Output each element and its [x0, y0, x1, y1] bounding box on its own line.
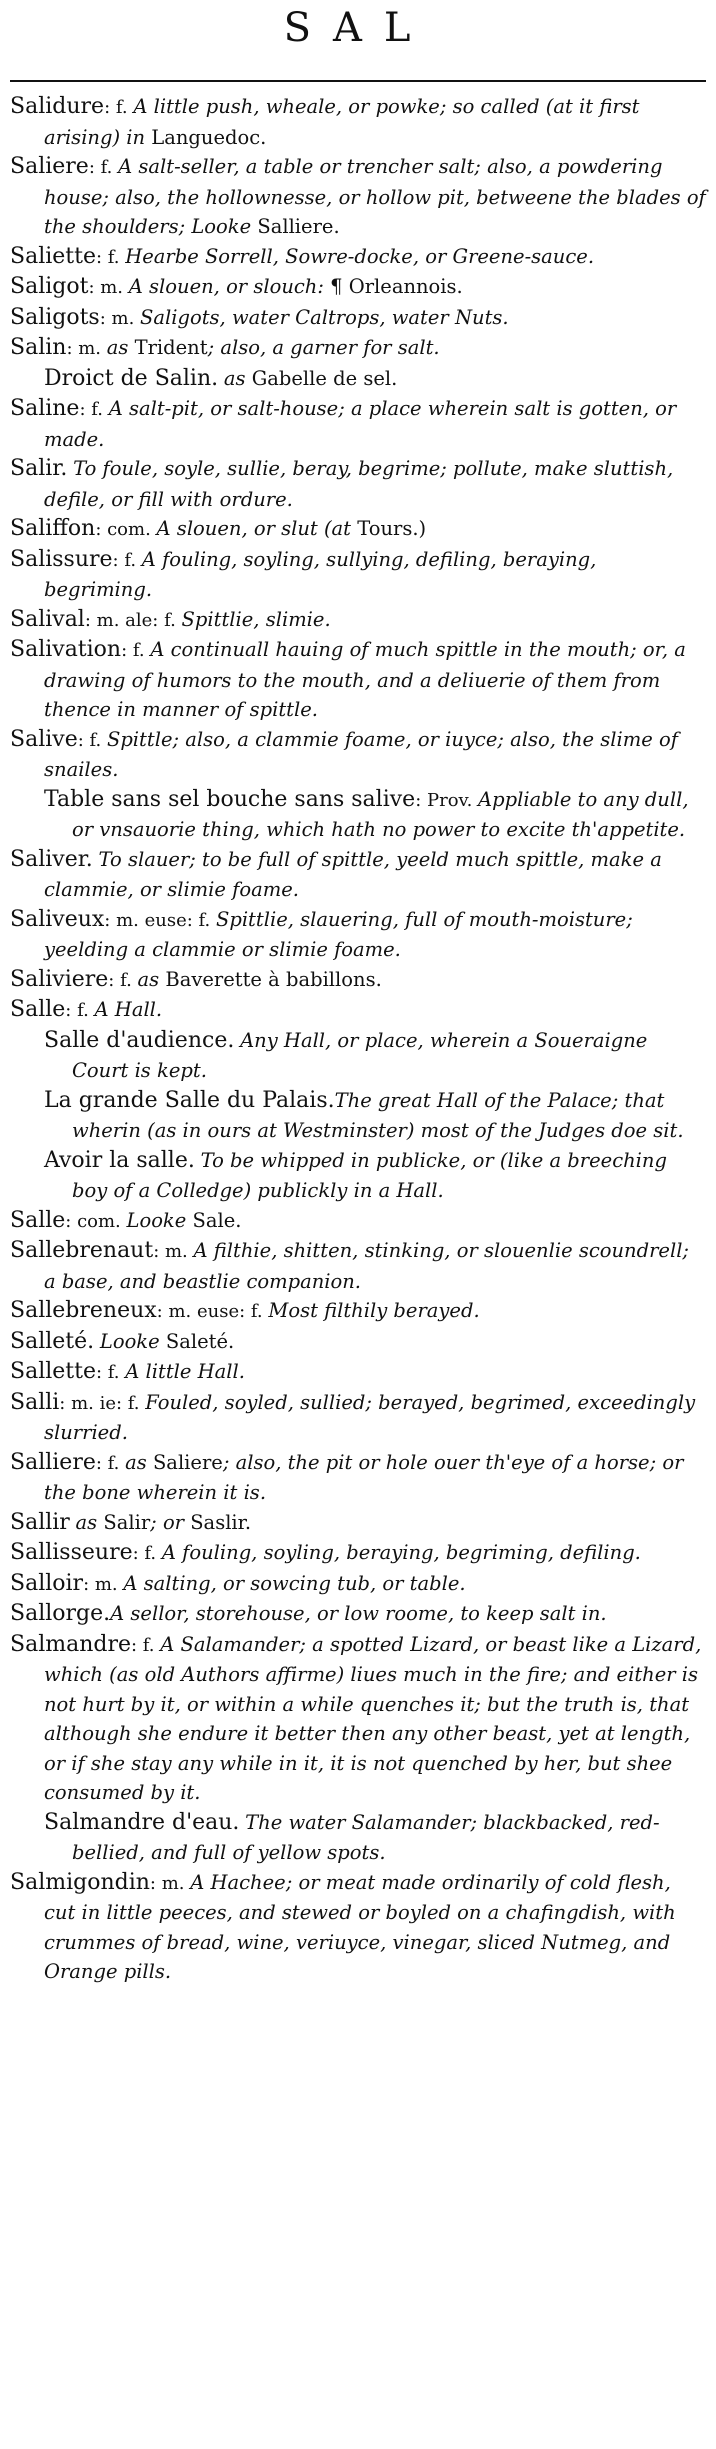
cross-reference: Trident	[134, 336, 208, 359]
sub-entry	[10, 364, 706, 395]
grammar-note: : com.	[65, 1210, 127, 1232]
cross-reference: Gabelle de sel.	[251, 366, 398, 390]
dictionary-entry	[10, 514, 706, 545]
definition-text: A salt-seller, a table or trencher salt; also, a powdering house; also, the hollownesse, or hollow pit, betweene the blades of the shoulders; Looke	[44, 155, 706, 238]
grammar-note: : f.	[95, 1452, 126, 1474]
headword: Salidure	[10, 94, 105, 119]
definition-text: A salting, or sowcing tub, or table.	[123, 1571, 466, 1595]
grammar-note: : m.	[149, 1872, 191, 1894]
definition-text: as	[137, 967, 166, 991]
definition-text: A Salamander; a spotted Lizard, or beast like a Lizard, which (as old Authors affirme) liues much in the fire; and either is not hurt by it, or within a while quenches it; but the truth is, that although she endure it better then any other beast, yet at length, or if she stay any while in it, it is not quenched by her, but shee consumed by it.	[44, 1632, 702, 1804]
dictionary-entry	[10, 1357, 706, 1388]
dictionary-entry	[10, 545, 706, 605]
headword: Salliere	[10, 1449, 96, 1475]
header-rule	[10, 80, 706, 82]
headword: Salir.	[10, 456, 68, 481]
headword: Saligots	[10, 304, 100, 330]
cross-reference: Tours.)	[357, 517, 427, 540]
definition-text: Looke	[126, 1208, 193, 1232]
grammar-note: : m.	[153, 1241, 194, 1262]
headword: Sallebrenaut	[10, 1238, 154, 1263]
definition-text: as	[223, 366, 252, 390]
definition-text: ; also, a garner for salt.	[207, 336, 440, 359]
definition-text: A sellor, storehouse, or low roome, to keep salt in.	[110, 1602, 607, 1625]
definition-text: A Hachee; or meat made ordinarily of cold flesh, cut in little peeces, and stewed or boyled on a chafingdish, with crummes of bread, wine, veriuyce, vinegar, sliced Nutmeg, and Orange pills.	[44, 1870, 676, 1983]
headword: Saliveux	[10, 906, 105, 932]
headword: Droict de Salin.	[44, 365, 219, 391]
headword: Saliette	[10, 243, 96, 269]
dictionary-entry	[10, 272, 706, 303]
headword: Salleté.	[10, 1328, 95, 1354]
grammar-note: : f.	[79, 399, 109, 420]
running-head: SAL	[283, 5, 433, 51]
definition-text: Spittlie, slimie.	[181, 607, 331, 631]
headword: Salli	[10, 1389, 60, 1415]
grammar-note: : f.	[95, 246, 126, 268]
grammar-note: : m.	[88, 277, 129, 298]
headword: Saliviere	[10, 966, 109, 992]
headword: Sallette	[10, 1359, 96, 1384]
headword: Table sans sel bouche sans salive	[44, 786, 416, 812]
dictionary-entry	[10, 635, 706, 725]
headword: Sallebreneux	[10, 1298, 157, 1323]
dictionary-entry	[10, 1206, 706, 1237]
definition-text: Spittlie, slauering, full of mouth-moisture; yeelding a clammie or slimie foame.	[44, 907, 633, 961]
grammar-note: : f.	[131, 1634, 161, 1656]
grammar-note: : com.	[95, 519, 157, 540]
headword: Salivation	[10, 637, 122, 662]
headword: Sallorge.	[10, 1601, 111, 1626]
dictionary-entry	[10, 725, 706, 785]
grammar-note: : m. euse: f.	[104, 909, 216, 931]
sub-entry	[10, 785, 706, 845]
sub-entry	[10, 1086, 706, 1146]
definition-text: A slouen, or slouch:	[128, 275, 331, 298]
definition-text: A fouling, soyling, beraying, begriming, defiling.	[161, 1541, 641, 1564]
headword: Saliere	[10, 154, 89, 179]
definition-text: ; also, the pit or hole ouer th'eye of a horse; or the bone wherein it is.	[44, 1450, 684, 1504]
dictionary-entry	[10, 454, 706, 514]
headword: Salmandre	[10, 1631, 131, 1657]
definition-text: as	[125, 1450, 153, 1474]
cross-reference: Salir	[103, 1510, 151, 1534]
grammar-note: : m. ie: f.	[59, 1392, 146, 1414]
dictionary-entry	[10, 1868, 706, 1987]
headword: Sallisseure	[10, 1540, 133, 1565]
dictionary-entry	[10, 1630, 706, 1808]
dictionary-entry	[10, 995, 706, 1026]
definition-text: Looke	[99, 1329, 166, 1353]
dictionary-entry	[10, 394, 706, 454]
cross-reference: Saleté.	[165, 1329, 235, 1353]
headword: Salissure	[10, 546, 113, 572]
grammar-note: : m. ale: f.	[84, 609, 182, 631]
dictionary-entry	[10, 605, 706, 636]
definition-text: A continuall hauing of much spittle in the mouth; or, a drawing of humors to the mouth, and a deliuerie of them from thence in manner of spittle.	[44, 638, 686, 721]
dictionary-entry	[10, 333, 706, 364]
cross-reference: Salliere.	[257, 215, 340, 238]
dictionary-entry	[10, 1599, 706, 1630]
dictionary-entry	[10, 242, 706, 273]
sub-entry	[10, 1026, 706, 1086]
definition-text: Fouled, soyled, sullied; berayed, begrimed, exceedingly slurried.	[44, 1390, 696, 1444]
grammar-note: : f.	[95, 1362, 126, 1383]
sub-entry	[10, 1146, 706, 1206]
definition-text: A salt-pit, or salt-house; a place wherein salt is gotten, or made.	[44, 397, 677, 451]
headword: Salive	[10, 726, 78, 752]
dictionary-entry	[10, 152, 706, 242]
dictionary-entry	[10, 905, 706, 965]
grammar-note: : f.	[88, 157, 119, 178]
dictionary-entry	[10, 1236, 706, 1296]
headword: Saline	[10, 396, 80, 421]
definition-text: Hearbe Sorrell, Sowre-docke, or Greene-sauce.	[125, 244, 595, 268]
definition-text: A filthie, shitten, stinking, or slouenlie scoundrell; a base, and beastlie companion.	[44, 1239, 689, 1293]
dictionary-entry	[10, 1388, 706, 1448]
definition-text: A fouling, soyling, sullying, defiling, beraying, begriming.	[44, 547, 597, 601]
dictionary-entry	[10, 92, 706, 152]
headword: Avoir la salle.	[44, 1147, 195, 1173]
grammar-note: : f.	[65, 1000, 95, 1021]
grammar-note: : Prov.	[415, 789, 479, 811]
cross-reference: ¶ Orleannois.	[330, 275, 463, 298]
entry-list	[10, 92, 706, 1987]
cross-reference: Saslir.	[190, 1510, 252, 1534]
definition-text: The great Hall of the Palace; that wherin (as in ours at Westminster) most of the Judges doe sit.	[72, 1088, 684, 1142]
headword: Salloir	[10, 1570, 84, 1596]
definition-text: A little Hall.	[125, 1360, 245, 1383]
definition-text: To foule, soyle, sullie, beray, begrime; pollute, make sluttish, defile, or fill with ordure.	[44, 457, 674, 511]
headword: La grande Salle du Palais.	[44, 1087, 335, 1113]
definition-text: Spittle; also, a clammie foame, or iuyce; also, the slime of snailes.	[44, 727, 678, 781]
headword: Salle	[10, 997, 66, 1022]
headword: Salmigondin	[10, 1869, 150, 1895]
grammar-note: : f.	[104, 97, 134, 118]
headword: Saliffon	[10, 516, 96, 541]
headword: Salival	[10, 606, 85, 632]
grammar-note: : f.	[77, 729, 107, 751]
definition-text: Appliable to any dull, or vnsauorie thing, which hath no power to excite th'appetite.	[72, 787, 689, 841]
headword: Salmandre d'eau.	[44, 1809, 240, 1835]
dictionary-entry	[10, 845, 706, 905]
grammar-note: : m. euse: f.	[156, 1301, 269, 1322]
definition-text: A little push, wheale, or powke; so called (at it first arising) in	[44, 95, 640, 149]
definition-text: A Hall.	[94, 998, 163, 1021]
definition-text: To slauer; to be full of spittle, yeeld much spittle, make a clammie, or slimie foame.	[44, 847, 662, 901]
definition-text: To be whipped in publicke, or (like a breeching boy of a Colledge) publickly in a Hall.	[72, 1148, 667, 1202]
headword: Salle d'audience.	[44, 1027, 235, 1053]
grammar-note: : f.	[112, 549, 142, 571]
definition-text: ; or	[150, 1510, 191, 1534]
dictionary-entry	[10, 1327, 706, 1358]
definition-text: Most filthily berayed.	[268, 1299, 480, 1322]
definition-text: as	[75, 1510, 104, 1534]
cross-reference: Languedoc.	[151, 125, 267, 149]
cross-reference: Sale.	[192, 1208, 242, 1232]
headword: Saligot	[10, 274, 89, 299]
dictionary-entry	[10, 1538, 706, 1569]
definition-text: as	[106, 336, 135, 359]
headword: Salle	[10, 1207, 66, 1233]
grammar-note: : f.	[132, 1543, 162, 1564]
grammar-note: : m.	[83, 1573, 124, 1595]
dictionary-entry	[10, 965, 706, 996]
headword: Sallir	[10, 1509, 70, 1535]
headword: Salin	[10, 335, 67, 360]
sub-entry	[10, 1808, 706, 1868]
cross-reference: Baverette à babillons.	[165, 967, 382, 991]
definition-text: A slouen, or slut (at	[156, 517, 358, 540]
headword: Saliver.	[10, 846, 93, 872]
dictionary-entry	[10, 1569, 706, 1600]
definition-text: The water Salamander; blackbacked, red-bellied, and full of yellow spots.	[72, 1810, 660, 1864]
grammar-note: : f.	[121, 640, 151, 661]
grammar-note: : m.	[99, 307, 141, 329]
definition-text: Saligots, water Caltrops, water Nuts.	[140, 305, 509, 329]
definition-text: Any Hall, or place, wherein a Soueraigne Court is kept.	[72, 1028, 648, 1082]
dictionary-entry	[10, 1508, 706, 1539]
grammar-note: : f.	[108, 969, 138, 991]
grammar-note: : m.	[66, 338, 107, 359]
dictionary-entry	[10, 1448, 706, 1508]
cross-reference: Saliere	[152, 1450, 223, 1474]
dictionary-entry	[10, 303, 706, 334]
dictionary-entry	[10, 1296, 706, 1327]
